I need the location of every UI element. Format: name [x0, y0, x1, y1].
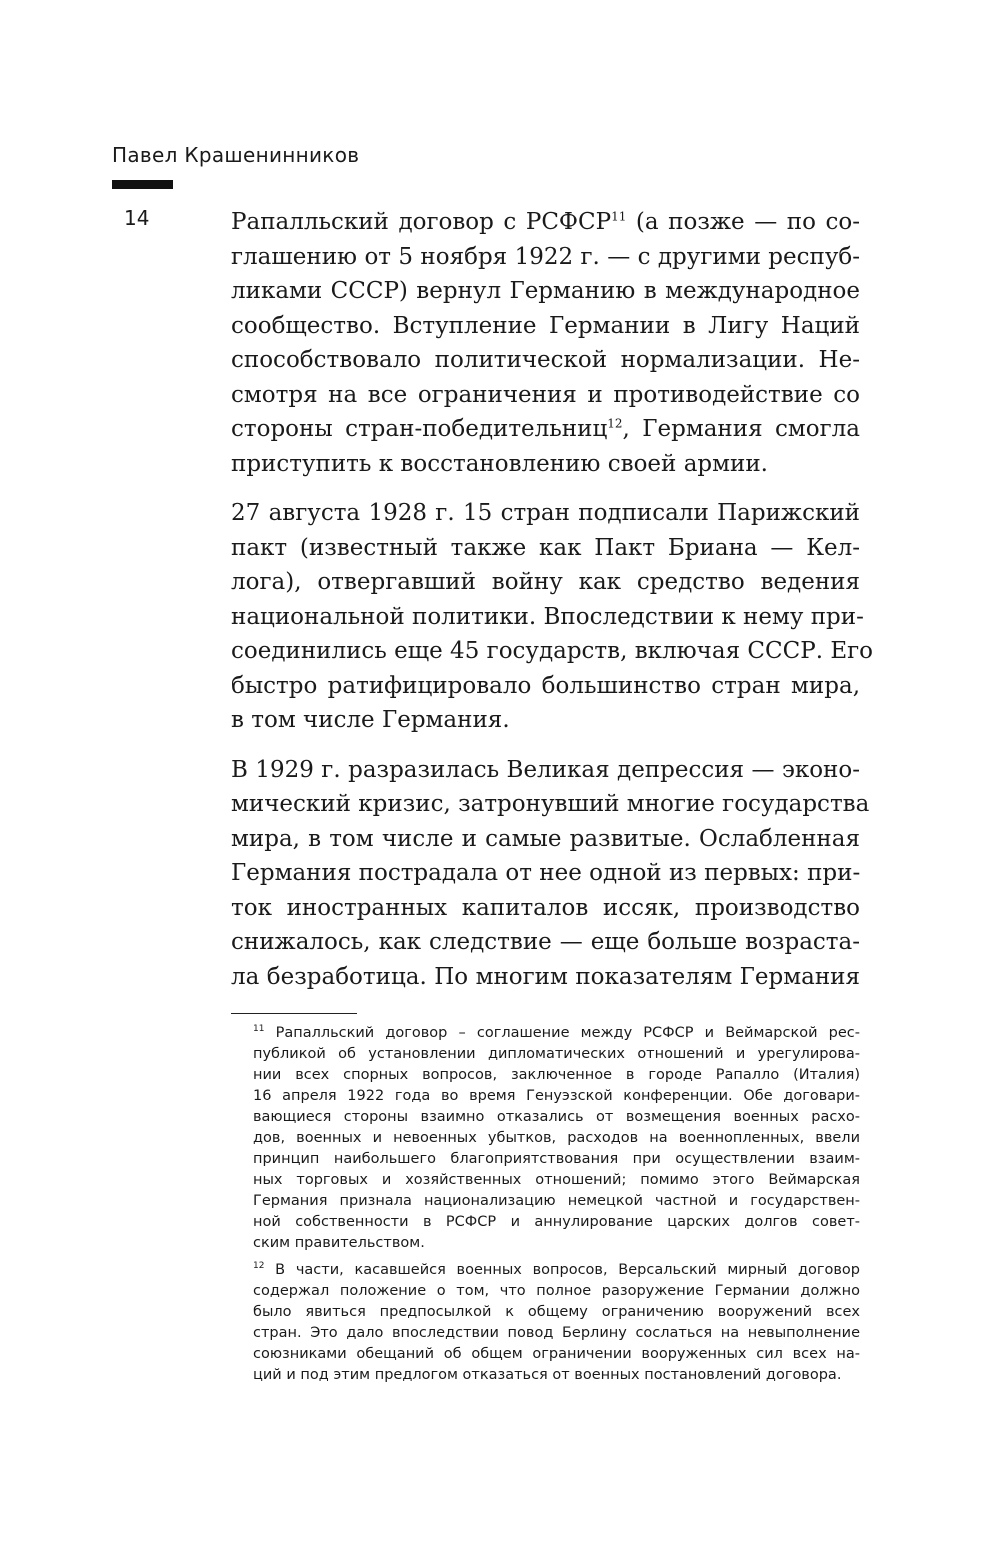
footnote-line: публикой об установлении дипломатических отношений и урегулирова- — [253, 1046, 860, 1062]
text-line: глашению от 5 ноября 1922 г. — с другими респуб- — [231, 243, 860, 270]
text-line: сообщество. Вступление Германии в Лигу Наций — [231, 312, 860, 339]
footnote-ref-12[interactable]: 12 — [607, 416, 623, 431]
text-line: мира, в том числе и самые развитые. Ослабленная — [231, 825, 860, 852]
footnote-line: нии всех спорных вопросов, заключенное в городе Рапалло (Италия) — [253, 1067, 860, 1083]
text-line: стороны стран-победительниц$^{12}$, Германия смогла — [231, 416, 861, 442]
text-line: ликами СССР) вернул Германию в международное — [231, 278, 860, 304]
footnote-line: ных торговых и хозяйственных отношений; помимо этого Веймарская — [253, 1172, 860, 1188]
footnote-12 — [253, 1260, 860, 1386]
footnote-line: было явиться предпосылкой к общему ограничению вооружений всех — [253, 1304, 860, 1320]
footnote-line: стран. Это дало впоследствии повод Берлину сослаться на невыполнение — [253, 1325, 860, 1341]
footnote-number: 12 — [253, 1261, 265, 1272]
text-line: в том числе Германия. — [231, 707, 510, 733]
paragraph-3 — [231, 753, 870, 995]
text-line: 27 августа 1928 г. 15 стран подписали Парижский — [231, 500, 860, 526]
text-line: способствовало политической нормализации. Не- — [231, 347, 860, 373]
footnote-line: дов, военных и невоенных убытков, расходов на военнопленных, ввели — [253, 1130, 860, 1146]
footnote-line: $^{12}$ В части, касавшейся военных вопросов, Версальский мирный договор — [253, 1261, 860, 1278]
text-line: соединились еще 45 государств, включая СССР. Его — [231, 638, 874, 664]
footnotes — [253, 1023, 860, 1392]
footnote-line: $^{11}$ Рапалльский договор – соглашение между РСФСР и Веймарской рес- — [253, 1024, 860, 1041]
footnote-line: Германия признала национализацию немецкой частной и государствен- — [253, 1193, 860, 1209]
text-line: быстро ратифицировало большинство стран мира, — [231, 672, 860, 699]
footnote-line: вающиеся стороны взаимно отказались от возмещения военных расхо- — [253, 1109, 860, 1125]
paragraph-1 — [231, 205, 860, 481]
header-bar — [112, 180, 173, 189]
footnote-line: 16 апреля 1922 года во время Генуэзской конференции. Обе договари- — [253, 1088, 860, 1104]
text-line: мический кризис, затронувший многие государства — [231, 791, 870, 817]
text-line: снижалось, как следствие — еще больше возраста- — [231, 929, 860, 955]
footnote-line: ной собственности в РСФСР и аннулирование царских долгов совет- — [253, 1214, 860, 1230]
footnote-line: союзниками обещаний об общем ограничении вооруженных сил всех на- — [253, 1346, 860, 1362]
text-line: пакт (известный также как Пакт Бриана — Кел- — [231, 534, 860, 561]
running-head-author: Павел Крашенинников — [112, 143, 360, 167]
footnote-line: содержал положение о том, что полное разоружение Германии должно — [253, 1283, 860, 1299]
paragraph-2 — [231, 496, 874, 738]
text-line: национальной политики. Впоследствии к нему при- — [231, 603, 864, 630]
text-line: Германия пострадала от нее одной из первых: при- — [231, 860, 861, 886]
text-line: ток иностранных капиталов иссяк, производство — [231, 894, 860, 921]
footnote-line: ским правительством. — [253, 1235, 425, 1251]
text-line: приступить к восстановлению своей армии. — [231, 450, 768, 477]
text-line: Рапалльский договор с РСФСР$^{11}$ (а позже — по со- — [231, 209, 860, 235]
footnote-line: ций и под этим предлогом отказаться от военных постановлений договора. — [253, 1367, 842, 1383]
footnote-number: 11 — [253, 1024, 265, 1035]
page-number: 14 — [124, 206, 150, 230]
footnote-ref-11[interactable]: 11 — [611, 209, 627, 224]
text-line: лога), отвергавший войну как средство ведения — [231, 569, 860, 595]
footnote-11 — [253, 1023, 860, 1254]
text-line: В 1929 г. разразилась Великая депрессия — эконо- — [231, 756, 860, 783]
footnote-line: принцип наибольшего благоприятствования при осуществлении взаим- — [253, 1151, 860, 1167]
text-line: смотря на все ограничения и противодействие со — [231, 381, 860, 408]
text-line: ла безработица. По многим показателям Германия — [231, 963, 860, 990]
main-text — [231, 205, 874, 1009]
footnote-divider — [231, 1013, 357, 1014]
